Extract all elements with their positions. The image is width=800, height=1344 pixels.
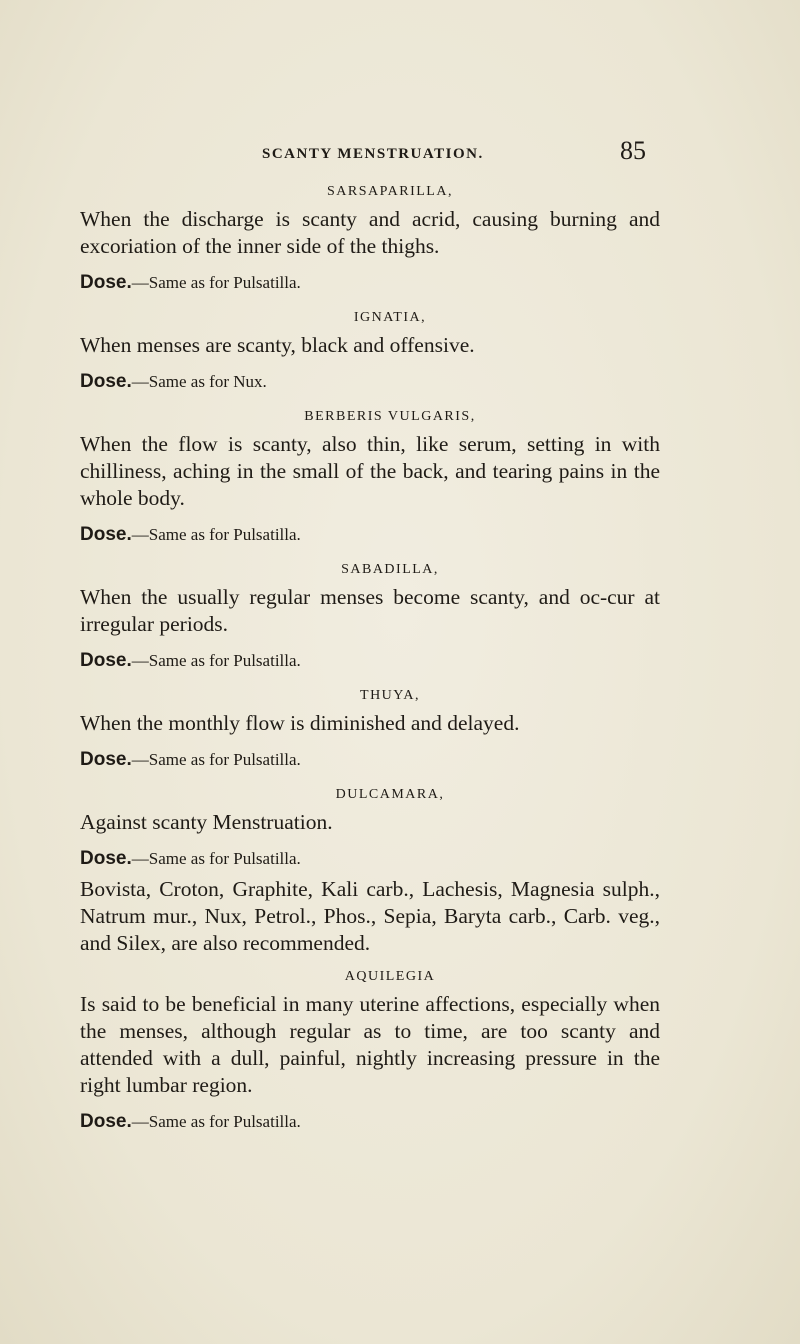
dose-text: —Same as for Pulsatilla. (131, 273, 301, 292)
dose-text: —Same as for Pulsatilla. (131, 750, 301, 769)
other-remedies: Bovista, Croton, Graphite, Kali carb., Lachesis, Magnesia sulph., Natrum mur., Nux, Petrol., Phos., Sepia, Baryta carb., Carb. veg., and Silex, are also recommended. (80, 877, 660, 955)
remedy-heading: AQUILEGIA (344, 969, 436, 984)
page-body (80, 184, 660, 1149)
section-aquilegia (80, 969, 660, 1133)
dose-text: —Same as for Pulsatilla. (131, 849, 301, 868)
remedy-heading: THUYA, (360, 688, 420, 703)
dose-label: Dose. (80, 848, 132, 869)
remedy-description: Against scanty Menstruation. (80, 810, 333, 834)
dose-text: —Same as for Pulsatilla. (131, 1112, 301, 1131)
dose-line (80, 1111, 660, 1133)
dose-line (80, 749, 660, 771)
section-berberis-vulgaris (80, 409, 660, 546)
remedy-heading: SABADILLA, (341, 562, 439, 577)
section-thuya (80, 688, 660, 771)
dose-label: Dose. (80, 1111, 132, 1132)
remedy-description: When menses are scanty, black and offensive. (80, 333, 475, 357)
remedy-description: When the monthly flow is diminished and delayed. (80, 711, 520, 735)
dose-text: —Same as for Nux. (131, 372, 267, 391)
dose-label: Dose. (80, 650, 132, 671)
remedy-heading: SARSAPARILLA, (327, 184, 453, 199)
dose-line (80, 848, 660, 870)
remedy-description: When the flow is scanty, also thin, like serum, setting in with chilliness, aching in the small of the back, and tearing pains in the whole body. (80, 432, 660, 510)
dose-line (80, 650, 660, 672)
running-head (0, 136, 800, 166)
section-sabadilla (80, 562, 660, 672)
section-dulcamara (80, 787, 660, 957)
dose-label: Dose. (80, 272, 132, 293)
dose-line (80, 272, 660, 294)
running-title: SCANTY MENSTRUATION. (262, 146, 484, 162)
remedy-description: When the usually regular menses become scanty, and oc-cur at irregular periods. (80, 585, 660, 636)
dose-text: —Same as for Pulsatilla. (131, 651, 301, 670)
dose-label: Dose. (80, 524, 132, 545)
remedy-heading: IGNATIA, (353, 310, 427, 325)
dose-text: —Same as for Pulsatilla. (131, 525, 301, 544)
page-number: 85 (620, 136, 646, 165)
section-ignatia (80, 310, 660, 393)
dose-label: Dose. (80, 371, 132, 392)
dose-label: Dose. (80, 749, 132, 770)
dose-line (80, 371, 660, 393)
remedy-description: When the discharge is scanty and acrid, causing burning and excoriation of the inner side of the thighs. (80, 207, 660, 258)
section-sarsaparilla (80, 184, 660, 294)
remedy-description: Is said to be beneficial in many uterine affections, especially when the menses, although regular as to time, are too scanty and attended with a dull, painful, nightly increasing pressure in the right lumbar region. (80, 992, 660, 1097)
dose-line (80, 524, 660, 546)
remedy-heading: BERBERIS VULGARIS, (304, 409, 476, 424)
remedy-heading: DULCAMARA, (335, 787, 445, 802)
